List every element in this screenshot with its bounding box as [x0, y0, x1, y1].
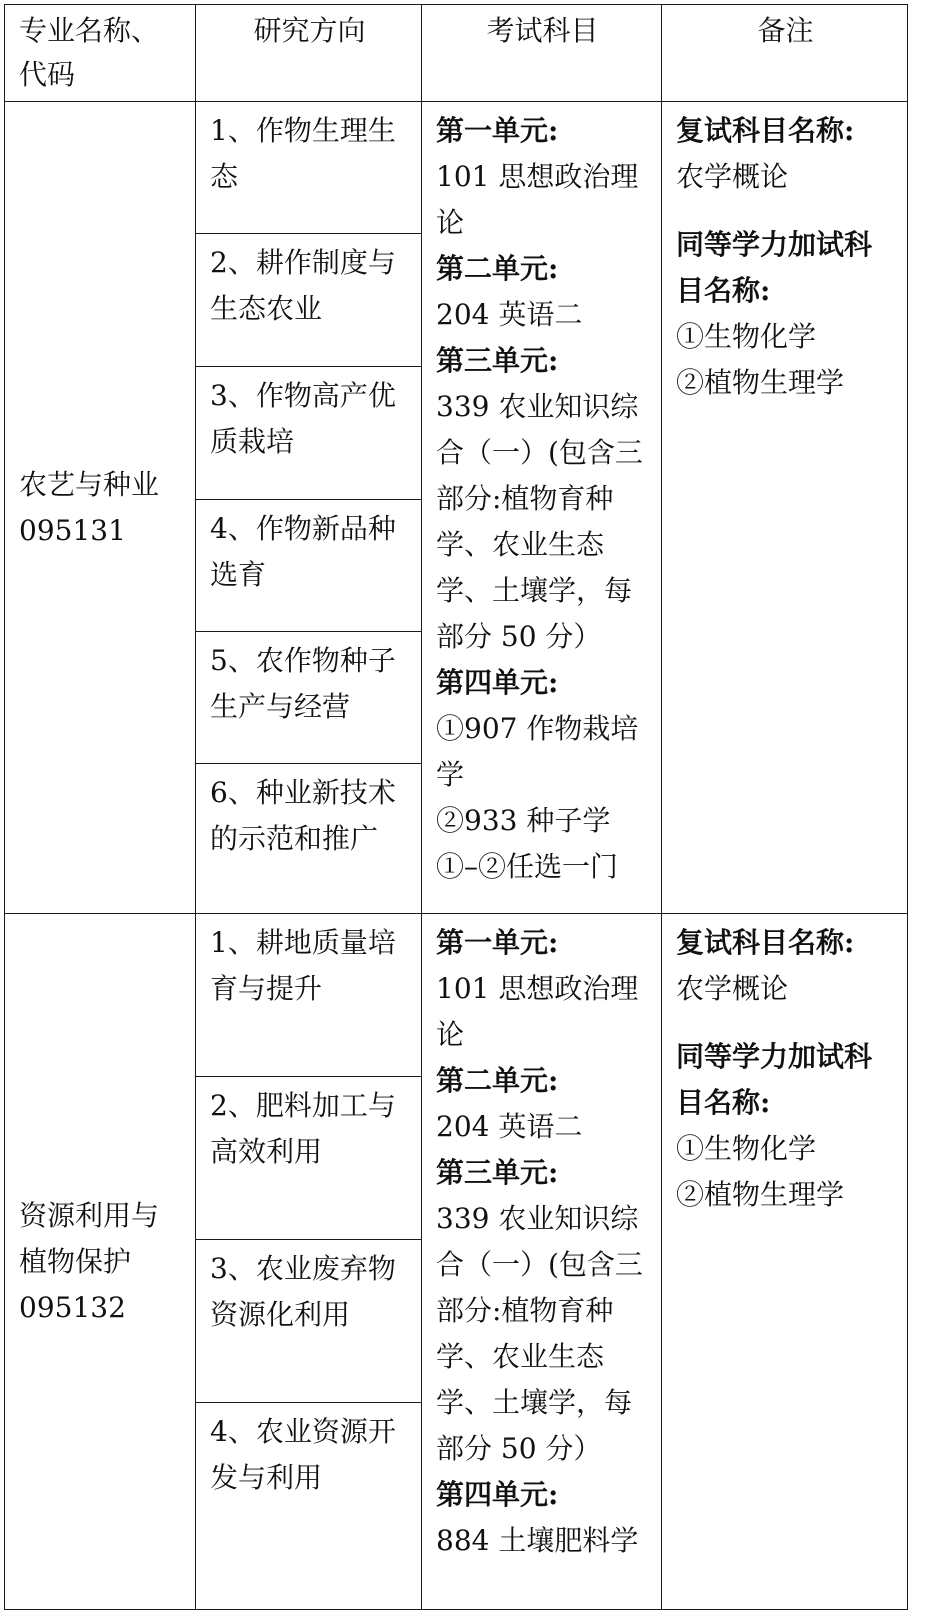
direction-cell: 1、作物生理生态 [196, 101, 422, 233]
program-code: 095132 [19, 1290, 126, 1324]
exam-unit-value: ②933 种子学 [436, 803, 611, 837]
notes-cell [662, 101, 908, 914]
exam-unit-value: 339 农业知识综合（一）(包含三部分:植物育种学、农业生态学、土壤学，每部分 50 分） [436, 389, 643, 653]
exam-unit-value: 884 土壤肥料学 [436, 1524, 639, 1558]
program-cell [5, 914, 196, 1610]
exam-unit-label: 第二单元: [436, 251, 559, 285]
header-program: 专业名称、代码 [5, 5, 196, 102]
header-row [5, 5, 908, 102]
direction-cell: 4、农业资源开发与利用 [196, 1403, 422, 1610]
direction-cell: 3、作物高产优质栽培 [196, 366, 422, 499]
exam-cell [422, 914, 662, 1610]
exam-unit-label: 第三单元: [436, 1156, 559, 1190]
exam-unit-value: 101 思想政治理论 [436, 159, 639, 239]
exam-unit-label: 第三单元: [436, 343, 559, 377]
program-code: 095131 [19, 513, 126, 547]
direction-cell: 4、作物新品种选育 [196, 499, 422, 631]
program-cell [5, 101, 196, 914]
exam-unit-label: 第四单元: [436, 665, 559, 699]
exam-unit-value: 101 思想政治理论 [436, 972, 639, 1052]
direction-cell: 5、农作物种子生产与经营 [196, 632, 422, 763]
program-name: 农艺与种业 [19, 467, 160, 501]
extra-exam-label: 同等学力加试科目名称: [676, 227, 873, 307]
retest-value: 农学概论 [676, 159, 789, 193]
exam-unit-value: 204 英语二 [436, 1110, 583, 1144]
header-exam: 考试科目 [422, 5, 662, 102]
direction-cell: 2、肥料加工与高效利用 [196, 1077, 422, 1240]
exam-unit-label: 第一单元: [436, 926, 559, 960]
extra-exam-value: ①生物化学 [676, 319, 817, 353]
extra-exam-value: ①生物化学 [676, 1132, 817, 1166]
notes-cell [662, 914, 908, 1610]
table-row [5, 101, 908, 233]
table-row [5, 914, 908, 1077]
exam-unit-value: ①907 作物栽培学 [436, 711, 639, 791]
direction-cell: 2、耕作制度与生态农业 [196, 234, 422, 366]
header-notes: 备注 [662, 5, 908, 102]
exam-unit-label: 第四单元: [436, 1478, 559, 1512]
exam-cell [422, 101, 662, 914]
retest-label: 复试科目名称: [676, 926, 855, 960]
program-name: 资源利用与植物保护 [19, 1198, 160, 1278]
exam-unit-value: 339 农业知识综合（一）(包含三部分:植物育种学、农业生态学、土壤学，每部分 50 分） [436, 1202, 643, 1466]
exam-unit-value: ①–②任选一门 [436, 849, 619, 883]
direction-cell: 3、农业废弃物资源化利用 [196, 1240, 422, 1403]
exam-subjects-table [4, 4, 908, 1610]
exam-unit-label: 第二单元: [436, 1064, 559, 1098]
retest-value: 农学概论 [676, 972, 789, 1006]
header-direction: 研究方向 [196, 5, 422, 102]
extra-exam-label: 同等学力加试科目名称: [676, 1040, 873, 1120]
retest-label: 复试科目名称: [676, 113, 855, 147]
exam-unit-value: 204 英语二 [436, 297, 583, 331]
extra-exam-value: ②植物生理学 [676, 365, 845, 399]
exam-unit-label: 第一单元: [436, 113, 559, 147]
extra-exam-value: ②植物生理学 [676, 1178, 845, 1212]
direction-cell: 6、种业新技术的示范和推广 [196, 763, 422, 914]
direction-cell: 1、耕地质量培育与提升 [196, 914, 422, 1077]
